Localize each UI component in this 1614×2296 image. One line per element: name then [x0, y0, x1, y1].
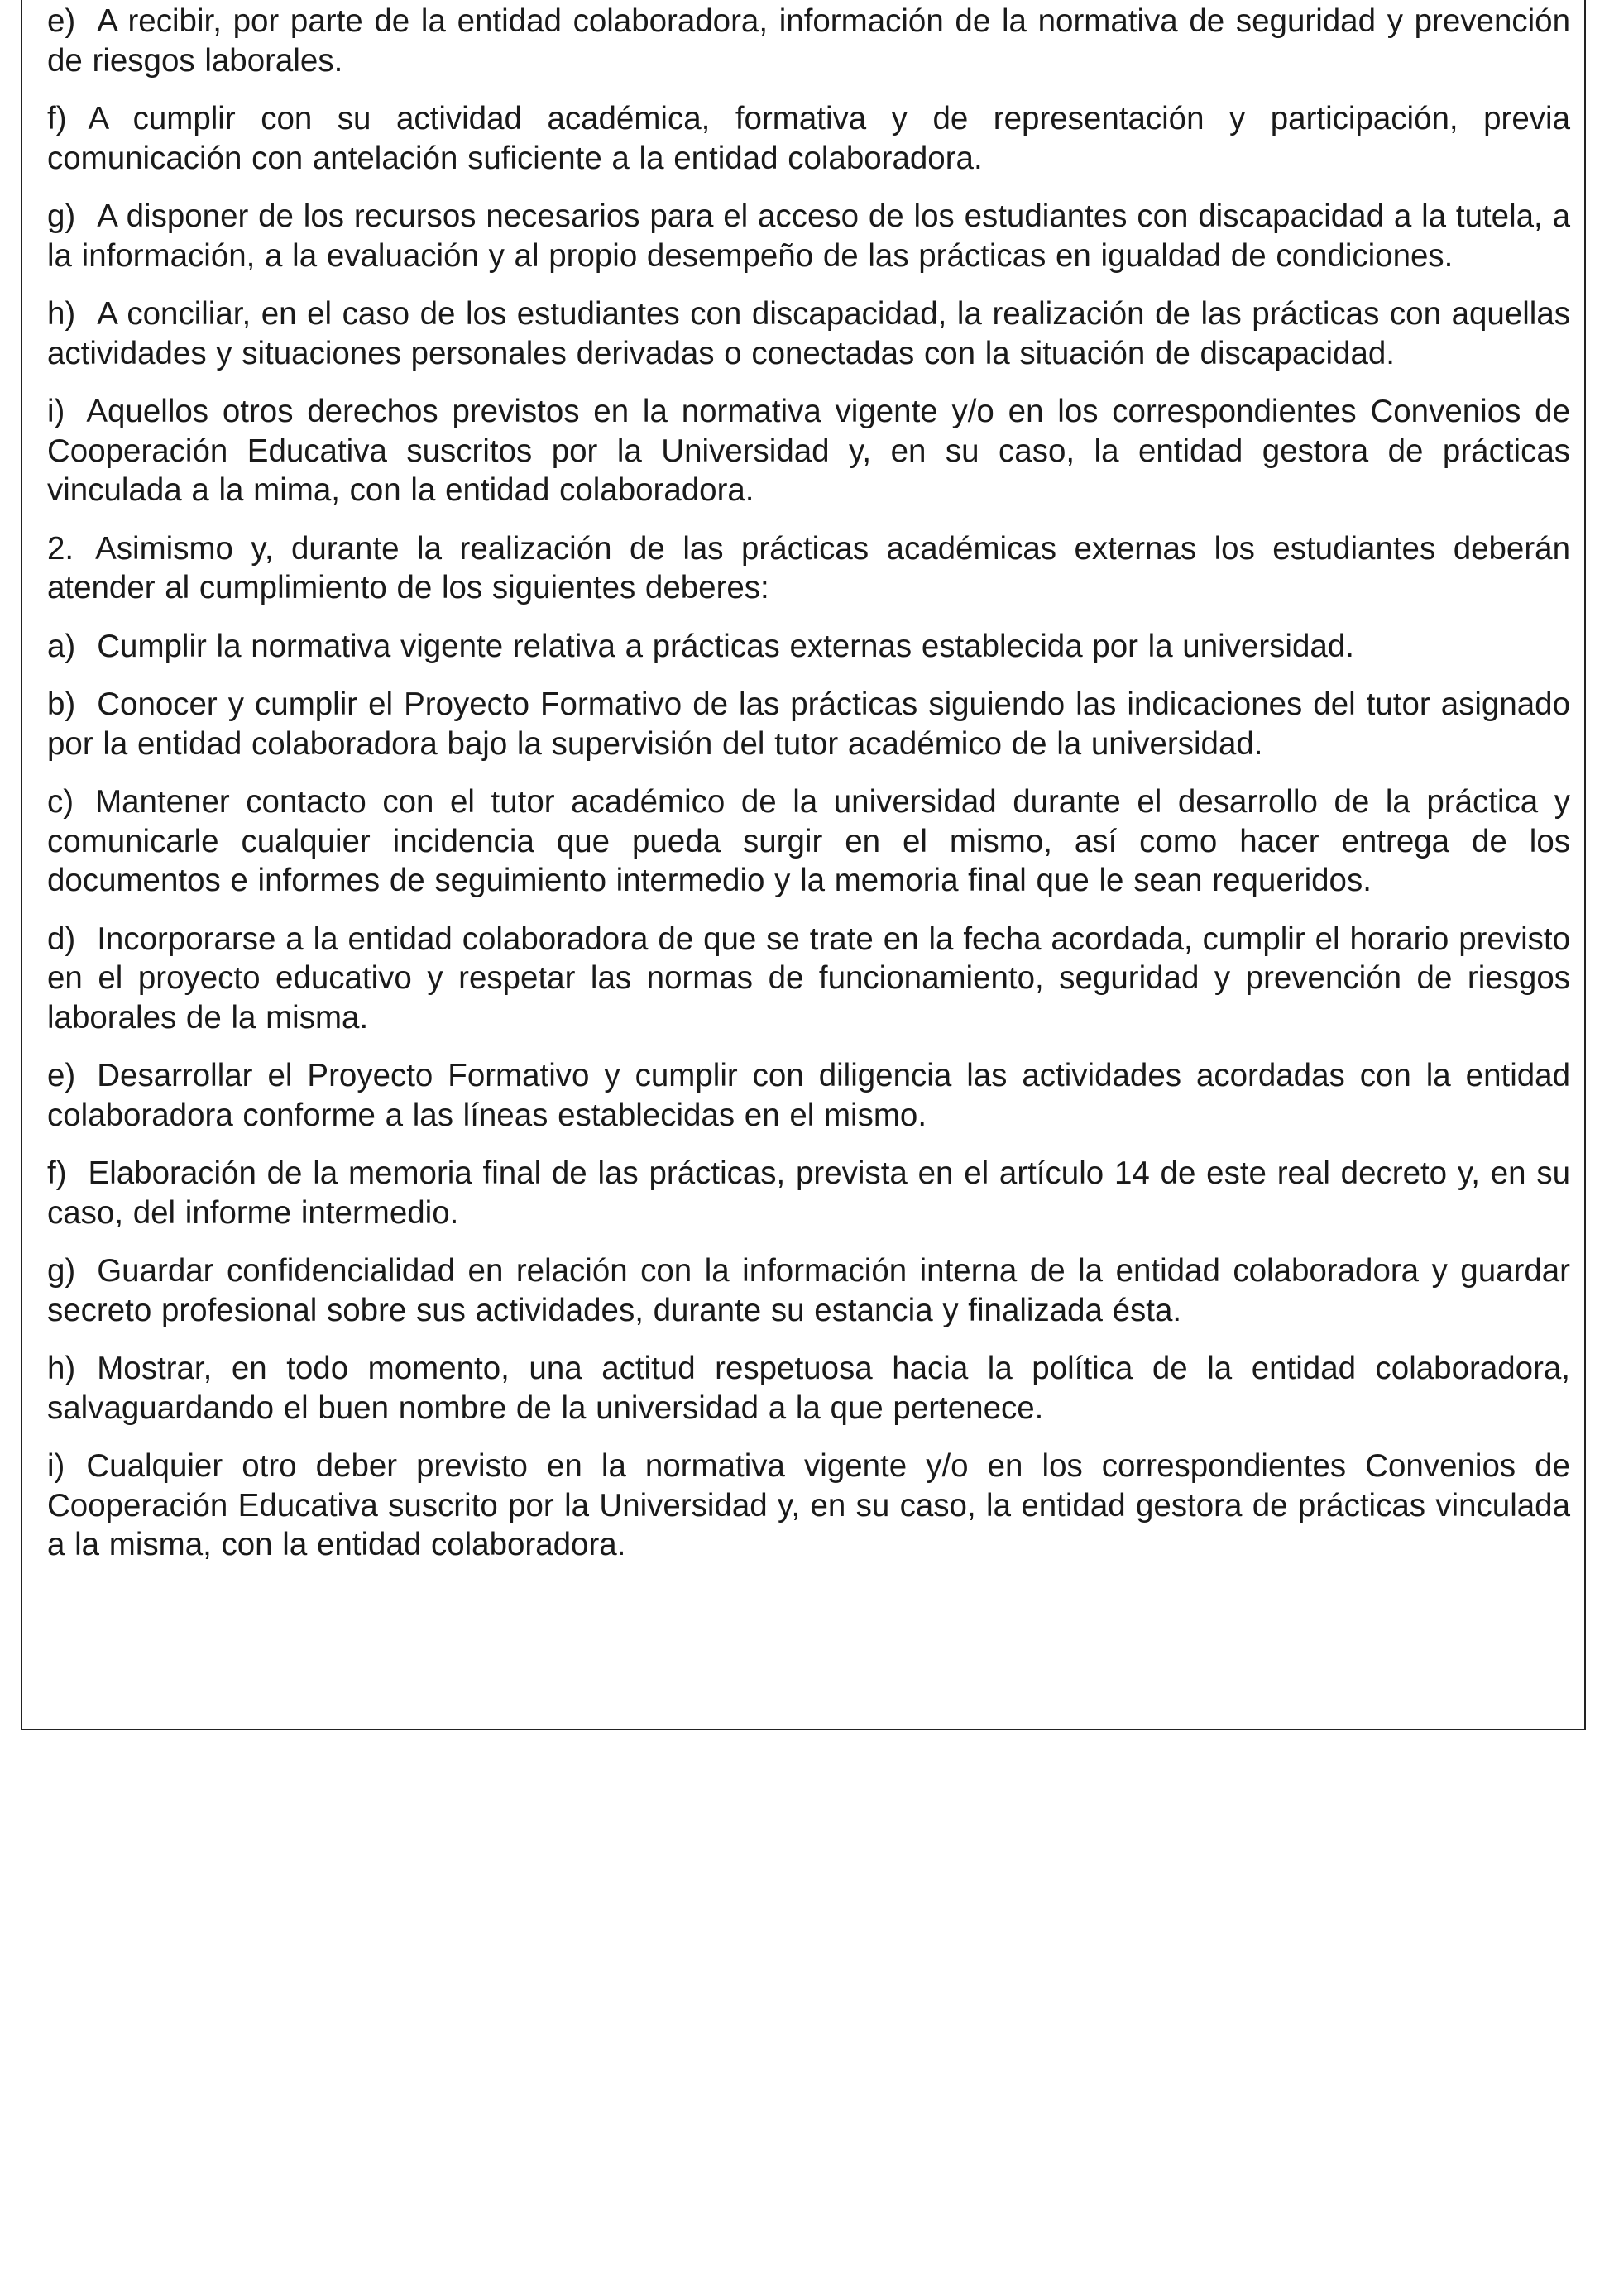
item-label: h) [47, 296, 76, 332]
item-label: b) [47, 686, 76, 722]
item-text: Asimismo y, durante la realización de las prácticas académicas externas los estudiantes deberán atender al cumplimiento de los siguientes deberes: [47, 530, 1570, 605]
item-text: A cumplir con su actividad académica, formativa y de representación y participación, previa comunicación con antelación suficiente a la entidad colaboradora. [47, 101, 1570, 176]
rights-item-i [47, 392, 1570, 510]
duties-item-g [47, 1251, 1570, 1330]
item-text: A recibir, por parte de la entidad colaboradora, información de la normativa de seguridad y prevención de riesgos laborales. [47, 3, 1570, 79]
item-text: Cumplir la normativa vigente relativa a prácticas externas establecida por la universidad. [97, 628, 1354, 664]
item-label: g) [47, 199, 76, 234]
duties-item-h [47, 1349, 1570, 1428]
duties-item-e [47, 1056, 1570, 1135]
item-label: c) [47, 784, 74, 820]
duties-item-d [47, 920, 1570, 1038]
item-text: Mostrar, en todo momento, una actitud respetuosa hacia la política de la entidad colaboradora, salvaguardando el buen nombre de la universidad a la que pertenece. [47, 1351, 1570, 1426]
item-text: Conocer y cumplir el Proyecto Formativo de las prácticas siguiendo las indicaciones del tutor asignado por la entidad colaboradora bajo la supervisión del tutor académico de la universidad. [47, 686, 1570, 762]
rights-item-h [47, 294, 1570, 373]
item-label: d) [47, 921, 76, 957]
item-text: Desarrollar el Proyecto Formativo y cumplir con diligencia las actividades acordadas con la entidad colaboradora conforme a las líneas establecidas en el mismo. [47, 1058, 1570, 1133]
rights-item-f [47, 99, 1570, 178]
item-label: e) [47, 1058, 76, 1093]
item-text: Mantener contacto con el tutor académico de la universidad durante el desarrollo de la práctica y comunicarle cualquier incidencia que pueda surgir en el mismo, así como hacer entrega de los documentos e informes de seguimiento intermedio y la memoria final que le sean requeridos. [47, 784, 1570, 898]
item-text: Cualquier otro deber previsto en la normativa vigente y/o en los correspondientes Convenios de Cooperación Educativa suscrito por la Universidad y, en su caso, la entidad gestora de prácticas vinculada a la misma, con la entidad colaboradora. [47, 1448, 1570, 1562]
duties-item-i [47, 1447, 1570, 1565]
document-frame [21, 0, 1586, 1730]
item-label: i) [47, 1448, 65, 1484]
item-label: g) [47, 1253, 76, 1289]
duties-intro [47, 529, 1570, 608]
duties-item-b [47, 685, 1570, 763]
item-text: A conciliar, en el caso de los estudiantes con discapacidad, la realización de las prácticas con aquellas actividades y situaciones personales derivadas o conectadas con la situación de discapacidad. [47, 296, 1570, 371]
duties-item-a [47, 627, 1570, 667]
duties-item-c [47, 782, 1570, 901]
duties-item-f [47, 1154, 1570, 1232]
item-label: f) [47, 101, 67, 136]
item-text: Elaboración de la memoria final de las prácticas, prevista en el artículo 14 de este real decreto y, en su caso, del informe intermedio. [47, 1155, 1570, 1231]
item-label: 2. [47, 530, 74, 567]
item-text: Aquellos otros derechos previstos en la normativa vigente y/o en los correspondientes Convenios de Cooperación Educativa suscritos por la Universidad y, en su caso, la entidad gestora de prácticas vinculada a la mima, con la entidad colaboradora. [47, 394, 1570, 508]
item-label: e) [47, 3, 76, 39]
rights-item-e [47, 2, 1570, 80]
item-text: Incorporarse a la entidad colaboradora de que se trate en la fecha acordada, cumplir el horario previsto en el proyecto educativo y respetar las normas de funcionamiento, seguridad y prevención de riesgos laborales de la misma. [47, 921, 1570, 1036]
item-label: i) [47, 394, 65, 429]
item-label: a) [47, 628, 76, 664]
item-text: Guardar confidencialidad en relación con la información interna de la entidad colaboradora y guardar secreto profesional sobre sus actividades, durante su estancia y finalizada ésta. [47, 1253, 1570, 1328]
item-label: f) [47, 1155, 67, 1191]
rights-item-g [47, 197, 1570, 275]
item-label: h) [47, 1351, 76, 1386]
item-text: A disponer de los recursos necesarios para el acceso de los estudiantes con discapacidad a la tutela, a la información, a la evaluación y al propio desempeño de las prácticas en igualdad de condiciones. [47, 199, 1570, 274]
